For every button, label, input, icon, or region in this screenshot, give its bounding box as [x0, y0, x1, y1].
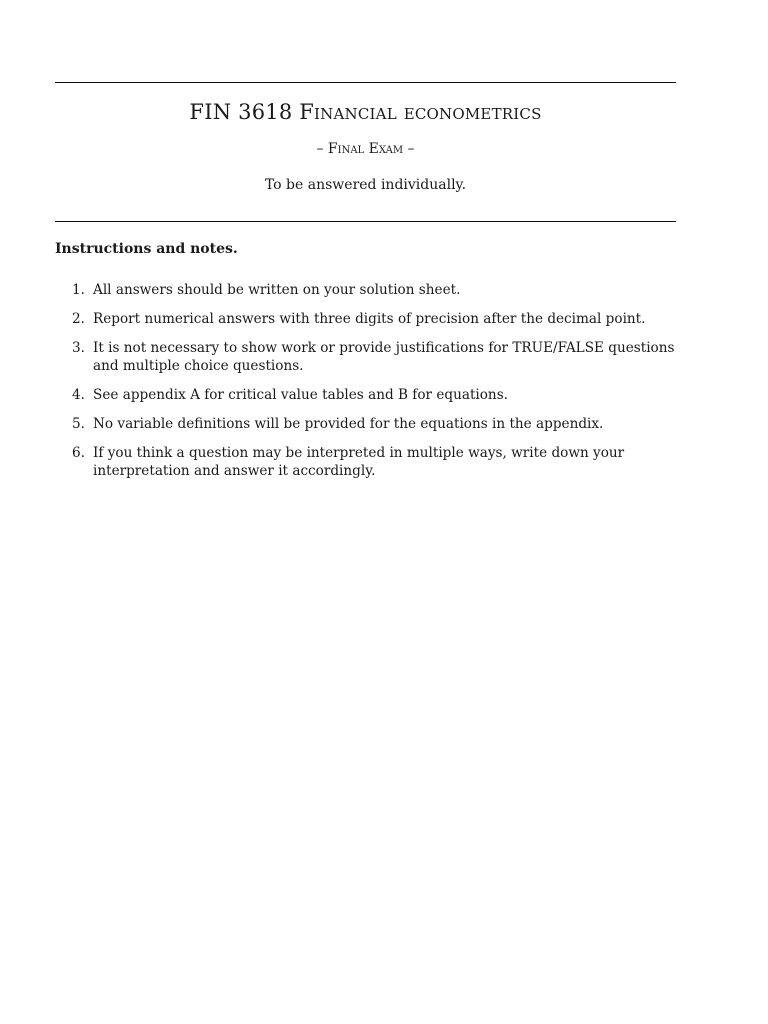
list-item-text: Report numerical answers with three digits of precision after the decimal point. — [93, 311, 646, 327]
exam-subtitle — [55, 141, 676, 157]
list-item-number: 1. — [72, 282, 85, 298]
course-code: FIN 3618 — [189, 100, 293, 124]
list-item — [55, 444, 680, 480]
list-item-text: No variable definitions will be provided for the equations in the appendix. — [93, 416, 604, 432]
instructions-list — [55, 281, 680, 491]
list-item-number: 4. — [72, 387, 85, 403]
exam-label: Final Exam — [327, 141, 404, 157]
top-rule — [55, 82, 676, 83]
bottom-rule — [55, 221, 676, 222]
list-item — [55, 281, 680, 299]
dash-right: – — [407, 141, 415, 157]
list-item-text: All answers should be written on your solution sheet. — [93, 282, 461, 298]
list-item-number: 3. — [72, 340, 85, 356]
instructions-heading: Instructions and notes. — [55, 241, 238, 257]
list-item — [55, 415, 680, 433]
course-name: Financial econometrics — [299, 100, 542, 124]
list-item-text: It is not necessary to show work or provide justifications for TRUE/FALSE questions and multiple choice questions. — [93, 340, 675, 374]
exam-note: To be answered individually. — [264, 177, 467, 193]
page-title — [55, 100, 676, 124]
list-item-number: 6. — [72, 445, 85, 461]
list-item — [55, 339, 680, 375]
dash-left: – — [316, 141, 324, 157]
list-item-number: 5. — [72, 416, 85, 432]
list-item — [55, 386, 680, 404]
list-item — [55, 310, 680, 328]
list-item-text: See appendix A for critical value tables and B for equations. — [93, 387, 508, 403]
list-item-number: 2. — [72, 311, 85, 327]
list-item-text: If you think a question may be interpreted in multiple ways, write down your interpretation and answer it accordingly. — [93, 445, 625, 479]
